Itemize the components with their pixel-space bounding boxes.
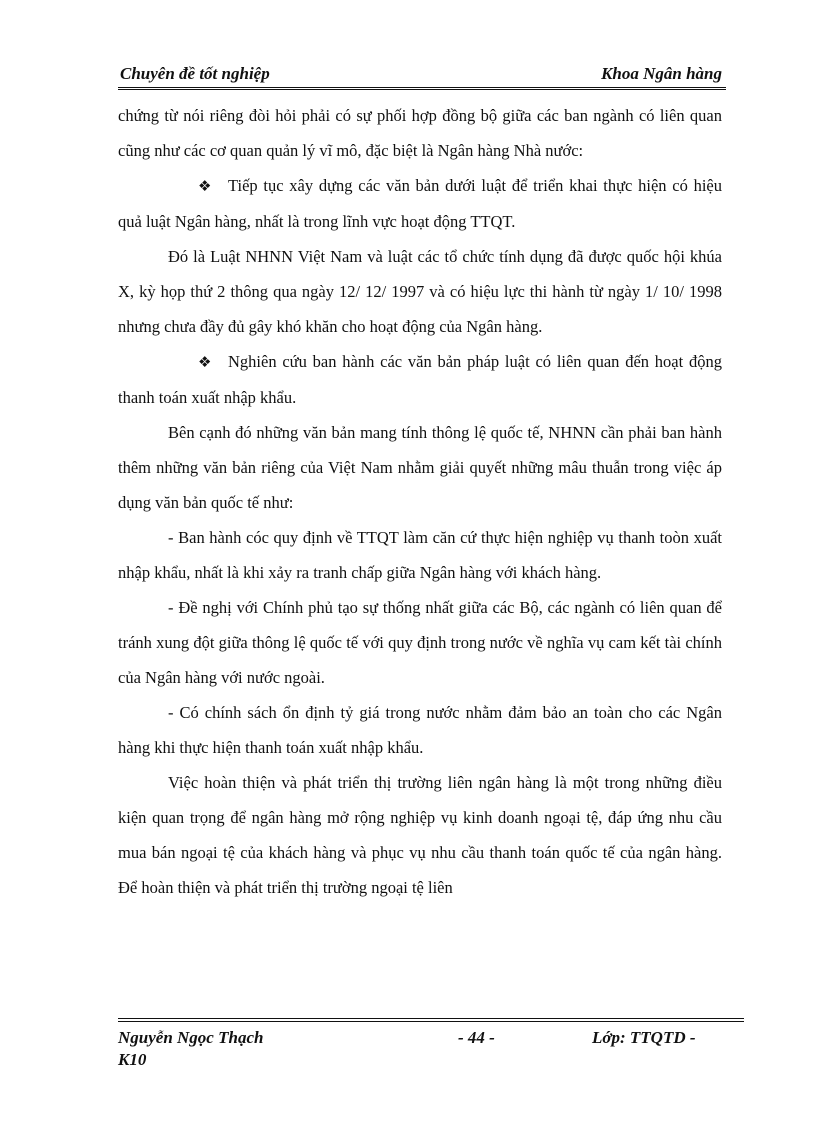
- paragraph: Bên cạnh đó những văn bản mang tính thông lệ quốc tế, NHNN cần phải ban hành thêm những văn bản riêng của Việt Nam nhằm giải quyết những mâu thuẫn trong việc áp dụng văn bản quốc tế như:: [118, 423, 722, 512]
- header-title-left: Chuyên đề tốt nghiệp: [120, 64, 270, 83]
- diamond-bullet-icon: ❖: [198, 177, 212, 195]
- paragraph: Đó là Luật NHNN Việt Nam và luật các tổ chức tính dụng đã được quốc hội khúa X, kỳ họp thứ 2 thông qua ngày 12/ 12/ 1997 và có hiệu lực thi hành từ ngày 1/ 10/ 1998 nhưng chưa đầy đủ gây khó khăn cho hoạt động của Ngân hàng.: [118, 247, 722, 336]
- paragraph: - Ban hành cóc quy định về TTQT làm căn cứ thực hiện nghiệp vụ thanh toòn xuất nhập khẩu, nhất là khi xảy ra tranh chấp giữa Ngân hàng với khách hàng.: [118, 528, 722, 582]
- header-title-right: Khoa Ngân hàng: [601, 64, 722, 83]
- bullet-text: Tiếp tục xây dựng các văn bản dưới luật để triển khai thực hiện có hiệu quả luật Ngân hàng, nhất là trong lĩnh vực hoạt động TTQT.: [118, 176, 722, 231]
- footer-author-cohort: K10: [118, 1050, 147, 1069]
- footer-divider: [118, 1018, 744, 1022]
- diamond-bullet-icon: ❖: [198, 353, 212, 371]
- footer-author: [118, 1027, 318, 1071]
- header-divider: [118, 87, 726, 90]
- bullet-item: [118, 344, 722, 415]
- bullet-text: Nghiên cứu ban hành các văn bản pháp luật có liên quan đến hoạt động thanh toán xuất nhập khẩu.: [118, 352, 722, 407]
- footer-author-name: Nguyễn Ngọc Thạch: [118, 1028, 264, 1047]
- page-footer: [118, 1027, 744, 1077]
- paragraph: - Đề nghị với Chính phủ tạo sự thống nhất giữa các Bộ, các ngành có liên quan để tránh xung đột giữa thông lệ quốc tế với quy định trong nước về nghĩa vụ cam kết tài chính của Ngân hàng với nước ngoài.: [118, 598, 722, 687]
- document-body: [118, 98, 722, 905]
- page-number: - 44 -: [458, 1028, 495, 1047]
- footer-class: Lớp: TTQTD -: [592, 1028, 696, 1047]
- paragraph: - Có chính sách ổn định tỷ giá trong nước nhằm đảm bảo an toàn cho các Ngân hàng khi thực hiện thanh toán xuất nhập khẩu.: [118, 703, 722, 757]
- paragraph: chứng từ nói riêng đòi hỏi phải có sự phối hợp đồng bộ giữa các ban ngành có liên quan cũng như các cơ quan quản lý vĩ mô, đặc biệt là Ngân hàng Nhà nước:: [118, 106, 722, 160]
- paragraph: Việc hoàn thiện và phát triển thị trường liên ngân hàng là một trong những điều kiện quan trọng để ngân hàng mở rộng nghiệp vụ kinh doanh ngoại tệ, đáp ứng nhu cầu mua bán ngoại tệ của khách hàng và phục vụ nhu cầu thanh toán quốc tế của ngân hàng. Để hoàn thiện và phát triển thị trường ngoại tệ liên: [118, 773, 722, 897]
- bullet-item: [118, 168, 722, 239]
